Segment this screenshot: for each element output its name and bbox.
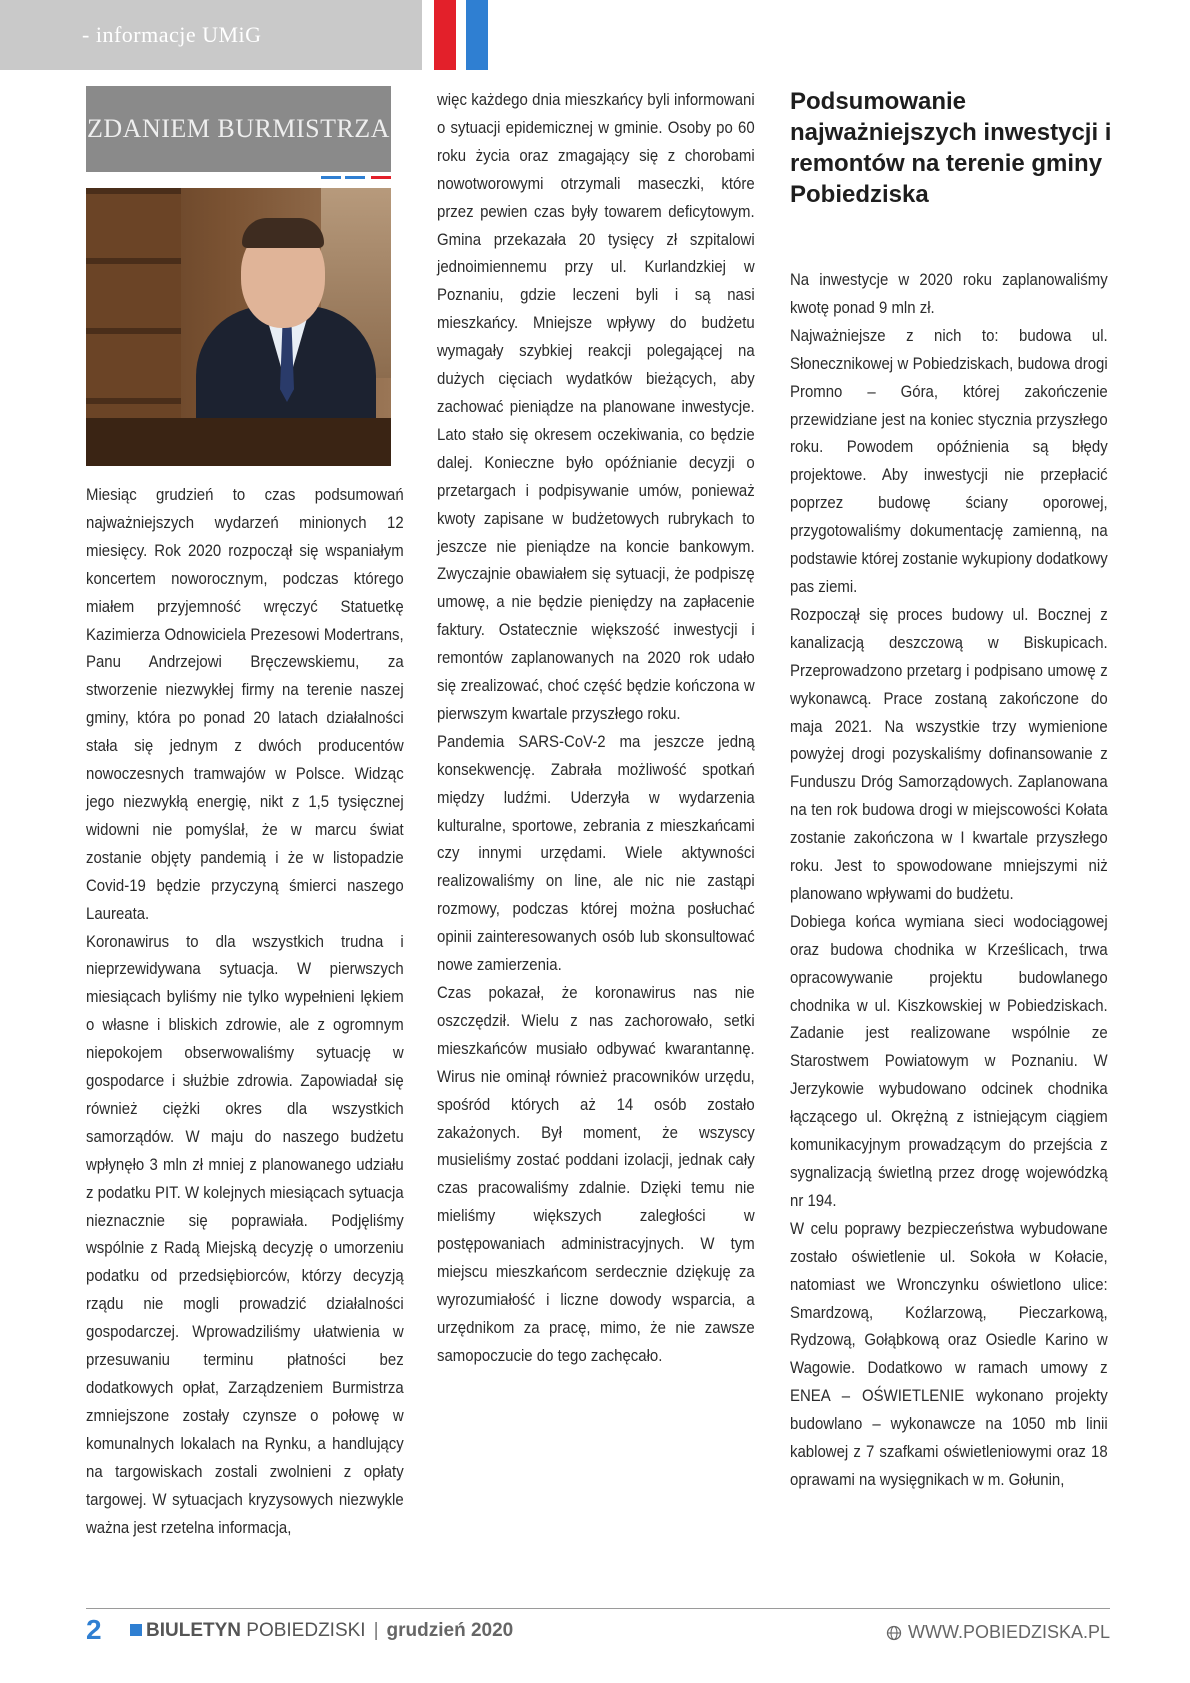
decor-bar-red [371, 176, 391, 179]
footer [86, 1614, 1110, 1646]
paragraph: Rozpoczął się proces budowy ul. Bocznej z kanalizacją deszczową w Biskupicach. Przeprowadzono przetarg i podpisano umowę z wykonawcą. Prace zostaną zakończone do maja 2021. Na wszystkie trzy wymienione powyżej drogi pozyskaliśmy dofinansowanie z Funduszu Dróg Samorządowych. Zaplanowana na ten rok budowa drogi w miejscowości Kołata zostanie zakończona w I kwartale przyszłego roku. Jest to spowodowane mniejszymi niż planowano wpływami do budżetu. [790, 604, 1108, 903]
paragraph: Czas pokazał, że koronawirus nas nie oszczędził. Wielu z nas zachorowało, setki mieszkańców musiało odbywać kwarantannę. Wirus nie ominął również pracowników urzędu, spośród których aż 14 osób zostało zakażonych. Był moment, że wszyscy musieliśmy zostać poddani izolacji, jednak cały czas pracowaliśmy zdalnie. Dzięki temu nie mieliśmy większych zaległości w postępowaniach administracyjnych. W tym miejscu mieszkańcom serdecznie dziękuję za wyrozumiałość i liczne dowody wsparcia, a urzędnikom za pracę, mimo, że nie zawsze samopoczucie do tego zachęcało. [437, 983, 755, 1365]
article-column-2 [437, 86, 755, 1370]
article-column-3 [790, 266, 1108, 1494]
paragraph: Na inwestycje w 2020 roku zaplanowaliśmy kwotę ponad 9 mln zł. [790, 270, 1108, 317]
issue-date: grudzień 2020 [386, 1620, 514, 1641]
footer-rule [86, 1608, 1110, 1609]
desk [86, 418, 391, 466]
header-bar [0, 0, 422, 70]
publication-bold: BIULETYN [146, 1620, 241, 1641]
mayor-portrait-icon [86, 188, 391, 466]
hair [242, 218, 324, 248]
paragraph: Najważniejsze z nich to: budowa ul. Słonecznikowej w Pobiedziskach, budowa drogi Promno – Góra, której zakończenie przewidziane jest na koniec stycznia przyszłego roku. Powodem opóźnienia są błędy projektowe. Aby inwestycji nie przepłacić poprzez budowę ściany oporowej, przygotowaliśmy dokumentację zamienną, na podstawie której zostanie wykupiony dodatkowy pas ziemi. [790, 325, 1108, 596]
globe-icon [886, 1625, 902, 1641]
square-icon [130, 1624, 142, 1636]
paragraph: więc każdego dnia mieszkańcy byli informowani o sytuacji epidemicznej w gminie. Osoby po 60 roku życia oraz zmagający się z chorobami nowotworowymi otrzymali maseczki, które przez pewien czas były towarem deficytowym. Gmina przekazała 20 tysięcy zł szpitalowi jednoimiennemu przy ul. Kurlandzkiej w Poznaniu, gdzie leczeni byli i są nasi mieszkańcy. Mniejsze wpływy do budżetu wymagały szybkiej reakcji polegającej na dużych cięciach wydatków bieżących, aby zachować pieniądze na planowane inwestycje. Lato stało się okresem oczekiwania, co będzie dalej. Konieczne było opóźnianie decyzji o przetargach i podpisywanie umów, ponieważ kwoty zapisane w budżetowych rubrykach to jeszcze nie pieniądze na koncie bankowym. Zwyczajnie obawiałem się sytuacji, że podpiszę umowę, a nie będzie pieniędzy na zapłacenie faktury. Ostatecznie większość inwestycji i remontów zaplanowanych na 2020 rok udało się zrealizować, choć część będzie kończona w pierwszym kwartale przyszłego roku. [437, 90, 755, 723]
paragraph: W celu poprawy bezpieczeństwa wybudowane zostało oświetlenie ul. Sokoła w Kołacie, natomiast we Wronczynku oświetlono ulice: Smardzową, Koźlarzową, Pieczarkową, Rydzową, Gołąbkową oraz Osiedle Karino w Wagowie. Dodatkowo w ramach umowy z ENEA – OŚWIETLENIE wykonano projekty budowlano – wykonawcze na 1050 mb linii kablowej z 7 szafkami oświetleniowymi oraz 18 oprawami na wysięgnikach w m. Gołunin, [790, 1218, 1108, 1489]
paragraph: Miesiąc grudzień to czas podsumowań najważniejszych wydarzeń minionych 12 miesięcy. Rok 2020 rozpoczął się wspaniałym koncertem noworocznym, podczas którego miałem przyjemność wręczyć Statuetkę Kazimierza Odnowiciela Prezesowi Modertrans, Panu Andrzejowi Bręczewskiemu, za stworzenie niezwykłej firmy na terenie naszej gminy, która po ponad 20 latach działalności stała się jednym z dwóch producentów nowoczesnych tramwajów w Polsce. Widząc jego niezwykłą energię, nikt z 1,5 tysięcznej widowni nie pomyślał, że w marcu świat zostanie objęty pandemią i że w listopadzie Covid-19 będzie przyczyną śmierci naszego Laureata. [86, 485, 404, 923]
article-column-1 [86, 481, 404, 1541]
investments-heading: Podsumowanie najważniejszych inwestycji i remontów na terenie gminy Pobiedziska [790, 88, 1112, 208]
section-title-box [86, 86, 391, 172]
header-label: - informacje UMiG [82, 22, 262, 47]
website-link[interactable] [886, 1622, 1110, 1643]
decor-bar-blue [321, 176, 341, 179]
decor-bar-blue-2 [345, 176, 365, 179]
paragraph: Pandemia SARS-CoV-2 ma jeszcze jedną konsekwencję. Zabrała możliwość spotkań między ludźmi. Uderzyła w wydarzenia kulturalne, sportowe, zebrania z mieszkańcami czy innymi urzędami. Wiele aktywności realizowaliśmy on line, ale nic nie zastąpi rozmowy, podczas której można posłuchać opinii zainteresowanych osób lub skonsultować nowe zamierzenia. [437, 731, 755, 975]
paragraph: Koronawirus to dla wszystkich trudna i nieprzewidywana sytuacja. W pierwszych miesiącach byliśmy nie tylko wypełnieni lękiem o własne i bliskich zdrowie, ale z ogromnym niepokojem obserwowaliśmy sytuację w gospodarce i służbie zdrowia. Zapowiadał się również ciężki okres dla wszystkich samorządów. W maju do naszego budżetu wpłynęło 3 mln zł mniej z planowanego udziału z podatku PIT. W kolejnych miesiącach sytuacja nieznacznie się poprawiała. Podjęliśmy wspólnie z Radą Miejską decyzję o umorzeniu podatku od przedsiębiorców, którzy decyzją rządu nie mogli prowadzić działalności gospodarczej. Wprowadziliśmy ułatwienia w przesuwaniu terminu płatności bez dodatkowych opłat, Zarządzeniem Burmistrza zmniejszone zostały czynsze o połowę w komunalnych lokalach na Rynku, a handlujący na targowiskach zostali zwolnieni z opłaty targowej. W sytuacjach kryzysowych niezwykle ważna jest rzetelna informacja, [86, 931, 404, 1537]
page-number: 2 [86, 1614, 102, 1645]
publication-name [130, 1620, 513, 1642]
separator: | [373, 1620, 379, 1641]
header-stripe-red [434, 0, 456, 70]
website-text: WWW.POBIEDZISKA.PL [907, 1622, 1110, 1642]
publication-rest: POBIEDZISKI [241, 1620, 366, 1641]
header-stripe-blue [466, 0, 488, 70]
section-title: ZDANIEM BURMISTRZA [87, 114, 390, 143]
paragraph: Dobiega końca wymiana sieci wodociągowej oraz budowa chodnika w Krześlicach, trwa opracowywanie projektu budowlanego chodnika w ul. Kiszkowskiej w Pobiedziskach. Zadanie jest realizowane wspólnie ze Starostwem Powiatowym w Poznaniu. W Jerzykowie wybudowano odcinek chodnika łączącego ul. Okrężną z istniejącym ciągiem komunikacyjnym prowadzącym do przejścia z sygnalizacją świetlną przez drogę wojewódzką nr 194. [790, 911, 1108, 1210]
